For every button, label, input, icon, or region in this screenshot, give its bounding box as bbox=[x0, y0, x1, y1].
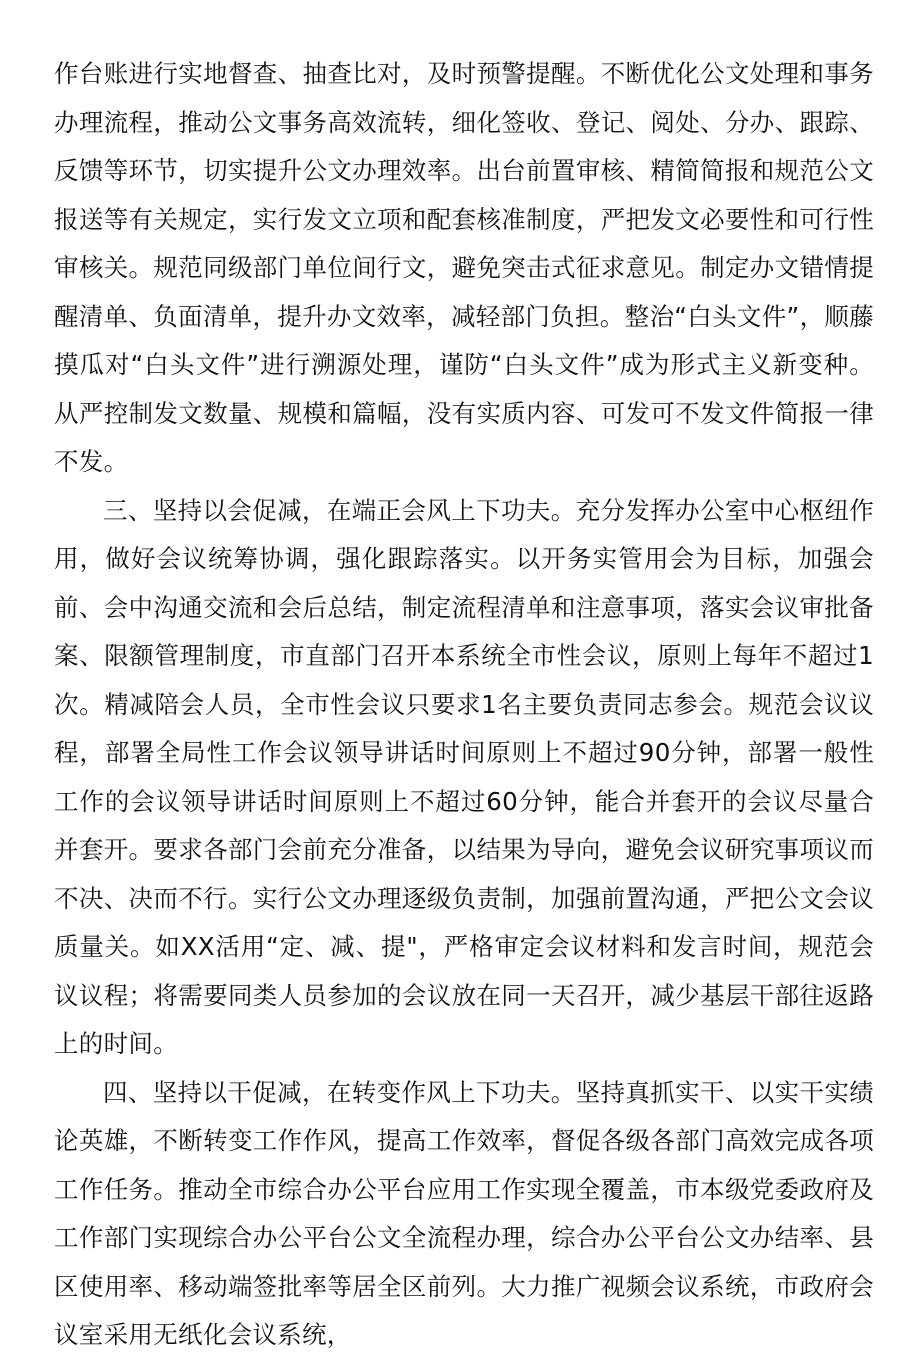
document-body bbox=[54, 50, 874, 1360]
paragraph-document-workflow: 作台账进行实地督查、抽查比对，及时预警提醒。不断优化公文处理和事务办理流程，推动公文事务高效流转，细化签收、登记、阅处、分办、跟踪、反馈等环节，切实提升公文办理效率。出台前置审核、精简简报和规范公文报送等有关规定，实行发文立项和配套核准制度，严把发文必要性和可行性审核关。规范同级部门单位间行文，避免突击式征求意见。制定办文错情提醒清单、负面清单，提升办文效率，减轻部门负担。整治“白头文件”，顺藤摸瓜对“白头文件”进行溯源处理，谨防“白头文件”成为形式主义新变种。从严控制发文数量、规模和篇幅，没有实质内容、可发可不发文件简报一律不发。 bbox=[54, 59, 874, 476]
paragraph-section-three-meetings: 三、坚持以会促减，在端正会风上下功夫。充分发挥办公室中心枢纽作用，做好会议统筹协调，强化跟踪落实。以开务实管用会为目标，加强会前、会中沟通交流和会后总结，制定流程清单和注意事项，落实会议审批备案、限额管理制度，市直部门召开本系统全市性会议，原则上每年不超过1次。精减陪会人员，全市性会议只要求1名主要负责同志参会。规范会议议程，部署全局性工作会议领导讲话时间原则上不超过90分钟，部署一般性工作的会议领导讲话时间原则上不超过60分钟，能合并套开的会议尽量合并套开。要求各部门会前充分准备，以结果为导向，避免会议研究事项议而不决、决而不行。实行公文办理逐级负责制，加强前置沟通，严把公文会议质量关。如XX活用“定、减、提"，严格审定会议材料和发言时间，规范会议议程；将需要同类人员参加的会议放在同一天召开，减少基层干部往返路上的时间。 bbox=[54, 495, 874, 1058]
paragraph-section-four-work-style: 四、坚持以干促减，在转变作风上下功夫。坚持真抓实干、以实干实绩论英雄，不断转变工作作风，提高工作效率，督促各级各部门高效完成各项工作任务。推动全市综合办公平台应用工作实现全覆盖，市本级党委政府及工作部门实现综合办公平台公文全流程办理，综合办公平台公文办结率、县区使用率、移动端签批率等居全区前列。大力推广视频会议系统，市政府会议室采用无纸化会议系统， bbox=[54, 1077, 874, 1349]
